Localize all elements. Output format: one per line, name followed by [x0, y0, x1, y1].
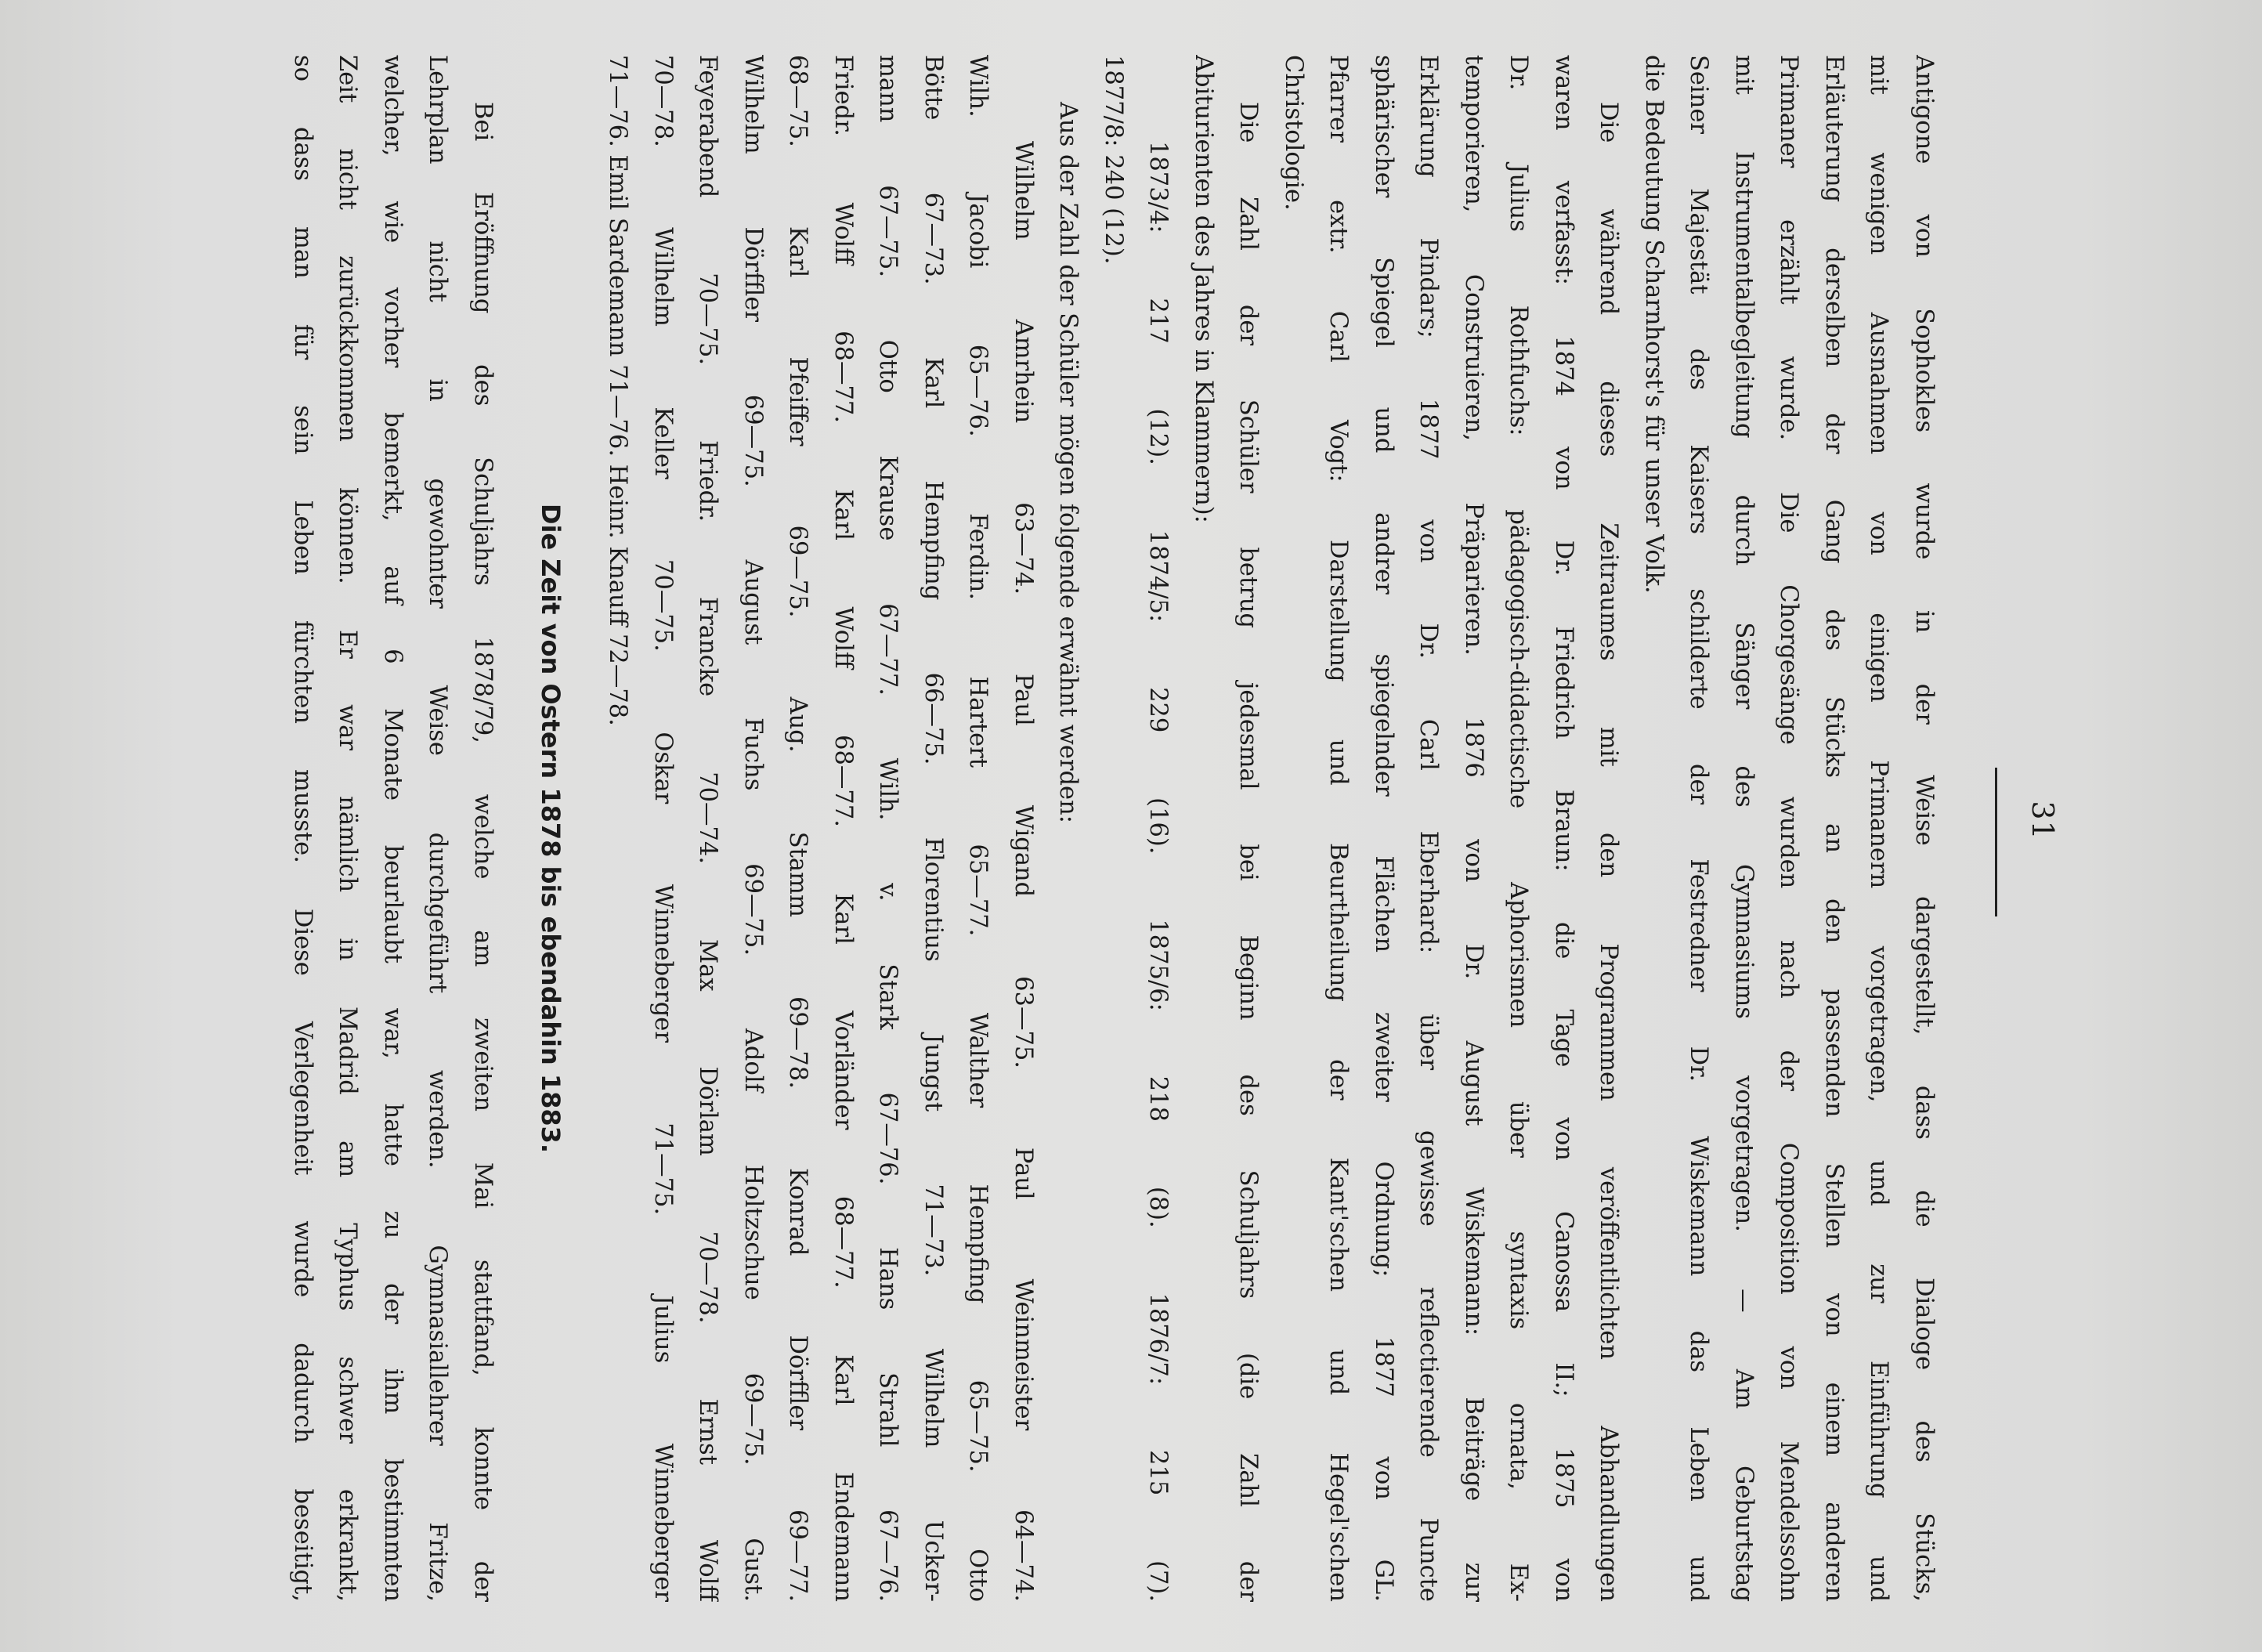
- text-line: 71—76. Emil Sardemann 71—76. Heinr. Knauff 72—78.: [604, 55, 632, 726]
- text-line: mann 67—75. Otto Krause 67—77. Wilh. v. Stark 67—76. Hans Strahl 67—76.: [874, 55, 902, 1602]
- text-line: Seiner Majestät des Kaisers schilderte der Festredner Dr. Wiskemann das Leben und: [1685, 55, 1713, 1602]
- body-text: [280, 55, 1947, 1602]
- text-line: Wilh. Jacobi 65—76. Ferdin. Hartert 65—77. Walther Hempfing 65—75. Otto: [964, 55, 992, 1602]
- paragraphs-before-heading: [595, 55, 1946, 1602]
- text-line: Wilhelm Dörffler 69—75. August Fuchs 69—75. Adolf Holtzschue 69—75. Gust.: [739, 55, 767, 1602]
- text-line: Zeit nicht zurückkommen können. Er war nämlich in Madrid am Typhus schwer erkrankt,: [334, 55, 362, 1602]
- text-line: Wilhelm Amrhein 63—74. Paul Wigand 63—75. Paul Weinmeister 64—74.: [1010, 141, 1037, 1602]
- paragraphs-after-heading: [280, 55, 506, 1602]
- text-line: Friedr. Wolff 68—77. Karl Wolff 68—77. Karl Vorländer 68—77. Karl Endemann: [829, 55, 857, 1602]
- text-line: Dr. Julius Rothfuchs: pädagogisch-didactische Aphorismen über syntaxis ornata, Ex-: [1505, 55, 1533, 1602]
- text-line: 68—75. Karl Pfeiffer 69—75. Aug. Stamm 69—78. Konrad Dörffler 69—77.: [784, 55, 812, 1602]
- text-line: 1873/4: 217 (12). 1874/5: 229 (16). 1875/6: 218 (8). 1876/7: 215 (7).: [1144, 141, 1173, 1602]
- section-heading: Die Zeit von Ostern 1878 bis ebendahin 1883.: [536, 503, 566, 1154]
- text-line: 70—78. Wilhelm Keller 70—75. Oskar Winneberger 71—75. Julius Winneberger: [649, 55, 677, 1602]
- text-line: Antigone von Sophokles wurde in der Weise dargestellt, dass die Dialoge des Stücks,: [1910, 55, 1938, 1602]
- text-line: die Bedeutung Scharnhorst's für unser Volk.: [1640, 55, 1668, 594]
- text-line: waren verfasst: 1874 von Dr. Friedrich Braun: die Tage von Canossa II.; 1875 von: [1550, 55, 1577, 1602]
- text-line: Lehrplan nicht in gewohnter Weise durchgeführt werden. Gymnasiallehrer Fritze,: [424, 55, 452, 1602]
- text-line: mit wenigen Ausnahmen von einigen Primanern vorgetragen, und zur Einführung und: [1865, 55, 1893, 1602]
- text-line: Primaner erzählt wurde. Die Chorgesänge wurden nach der Composition von Mendelssohn: [1775, 55, 1803, 1602]
- text-line: Bei Eröffnung des Schuljahrs 1878/79, welche am zweiten Mai stattfand, konnte der: [469, 102, 497, 1602]
- text-line: Bötte 67—73. Karl Hempfing 66—75. Florentius Jungst 71—73. Wilhelm Ucker-: [920, 55, 947, 1602]
- rotated-book-page: [102, 47, 2060, 1602]
- page-number: 31: [2025, 801, 2060, 840]
- text-line: Die Zahl der Schüler betrug jedesmal bei Beginn des Schuljahrs (die Zahl der: [1234, 102, 1263, 1602]
- text-line: Die während dieses Zeitraumes mit den Programmen veröffentlichten Abhandlungen: [1595, 102, 1623, 1602]
- text-line: Erklärung Pindars; 1877 von Dr. Carl Eberhard: über gewisse reflectierende Puncte: [1415, 55, 1443, 1602]
- text-line: Aus der Zahl der Schüler mögen folgende erwähnt werden:: [1054, 102, 1082, 824]
- text-line: welcher, wie vorher bemerkt, auf 6 Monate beurlaubt war, hatte zu der ihm bestimmten: [379, 55, 407, 1602]
- text-line: 1877/8: 240 (12).: [1100, 55, 1127, 265]
- text-line: mit Instrumentalbegleitung durch Sänger des Gymnasiums vorgetragen. — Am Geburtstag: [1730, 55, 1758, 1602]
- text-line: Christologie.: [1280, 55, 1307, 211]
- text-line: so dass man für sein Leben fürchten musste. Diese Verlegenheit wurde dadurch beseitigt,: [289, 55, 316, 1602]
- text-line: sphärischer Spiegel und andrer spiegelnder Flächen zweiter Ordnung; 1877 von GL.: [1370, 55, 1397, 1602]
- text-line: Pfarrer extr. Carl Vogt: Darstellung und Beurtheilung der Kant'schen und Hegel'schen: [1324, 55, 1353, 1602]
- text-line: Abiturienten des Jahres in Klammern):: [1190, 55, 1217, 523]
- header-rule: [1995, 768, 1997, 916]
- text-line: Erläuterung derselben der Gang des Stücks an den passenden Stellen von einem anderen: [1820, 55, 1848, 1602]
- text-line: Feyerabend 70—75. Friedr. Francke 70—74. Max Dörlam 70—78. Ernst Wolff: [694, 55, 722, 1602]
- text-line: temporieren, Construieren, Präparieren. 1876 von Dr. August Wiskemann: Beiträge zur: [1460, 55, 1487, 1602]
